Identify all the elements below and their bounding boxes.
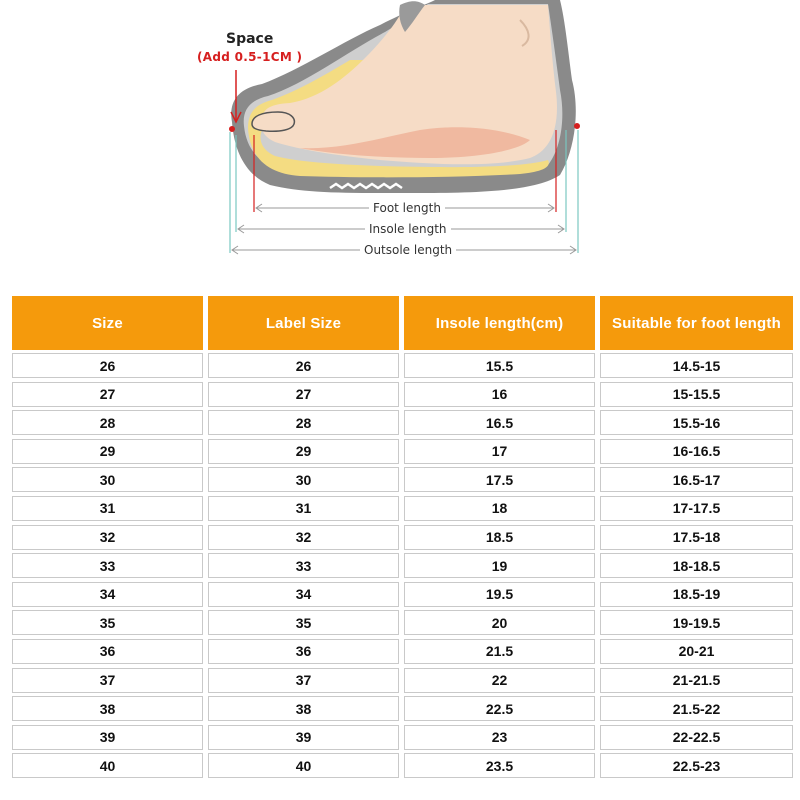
size-cell: 33 bbox=[12, 553, 203, 578]
table-row bbox=[12, 725, 793, 754]
insole-length-label: Insole length bbox=[365, 222, 451, 236]
insole-length-cell: 23.5 bbox=[404, 753, 595, 778]
header-size: Size bbox=[12, 296, 203, 350]
size-cell: 35 bbox=[12, 610, 203, 635]
label-size-cell: 31 bbox=[208, 496, 399, 521]
header-foot-length: Suitable for foot length bbox=[600, 296, 793, 350]
foot-measurement-diagram bbox=[0, 0, 800, 285]
size-cell: 39 bbox=[12, 725, 203, 750]
table-row bbox=[12, 553, 793, 582]
foot-length-cell: 17.5-18 bbox=[600, 525, 793, 550]
header-insole-length: Insole length(cm) bbox=[404, 296, 595, 350]
table-row bbox=[12, 610, 793, 639]
table-body bbox=[12, 353, 793, 782]
table-row bbox=[12, 639, 793, 668]
foot-length-cell: 22-22.5 bbox=[600, 725, 793, 750]
insole-length-cell: 19 bbox=[404, 553, 595, 578]
size-cell: 34 bbox=[12, 582, 203, 607]
insole-length-cell: 20 bbox=[404, 610, 595, 635]
foot-length-cell: 22.5-23 bbox=[600, 753, 793, 778]
foot-length-cell: 21-21.5 bbox=[600, 668, 793, 693]
foot-length-cell: 21.5-22 bbox=[600, 696, 793, 721]
insole-length-cell: 18.5 bbox=[404, 525, 595, 550]
table-row bbox=[12, 753, 793, 782]
foot-length-cell: 17-17.5 bbox=[600, 496, 793, 521]
size-cell: 28 bbox=[12, 410, 203, 435]
outsole-length-label: Outsole length bbox=[360, 243, 456, 257]
size-cell: 31 bbox=[12, 496, 203, 521]
label-size-cell: 26 bbox=[208, 353, 399, 378]
label-size-cell: 30 bbox=[208, 467, 399, 492]
foot-length-label: Foot length bbox=[369, 201, 445, 215]
label-size-cell: 37 bbox=[208, 668, 399, 693]
table-row bbox=[12, 582, 793, 611]
insole-length-cell: 19.5 bbox=[404, 582, 595, 607]
table-row bbox=[12, 668, 793, 697]
insole-length-cell: 22 bbox=[404, 668, 595, 693]
insole-length-cell: 16 bbox=[404, 382, 595, 407]
size-cell: 40 bbox=[12, 753, 203, 778]
foot-length-cell: 15-15.5 bbox=[600, 382, 793, 407]
label-size-cell: 36 bbox=[208, 639, 399, 664]
insole-length-cell: 18 bbox=[404, 496, 595, 521]
size-chart-table bbox=[12, 296, 793, 782]
header-label-size: Label Size bbox=[208, 296, 399, 350]
size-cell: 30 bbox=[12, 467, 203, 492]
size-cell: 29 bbox=[12, 439, 203, 464]
table-row bbox=[12, 496, 793, 525]
table-row bbox=[12, 353, 793, 382]
table-row bbox=[12, 696, 793, 725]
space-note: (Add 0.5-1CM ) bbox=[197, 50, 303, 64]
foot-length-cell: 14.5-15 bbox=[600, 353, 793, 378]
label-size-cell: 27 bbox=[208, 382, 399, 407]
label-size-cell: 34 bbox=[208, 582, 399, 607]
table-row bbox=[12, 439, 793, 468]
foot-length-cell: 15.5-16 bbox=[600, 410, 793, 435]
size-cell: 37 bbox=[12, 668, 203, 693]
space-title: Space bbox=[226, 31, 274, 47]
size-cell: 38 bbox=[12, 696, 203, 721]
table-header-row bbox=[12, 296, 793, 350]
insole-length-cell: 22.5 bbox=[404, 696, 595, 721]
foot-length-cell: 16.5-17 bbox=[600, 467, 793, 492]
insole-length-cell: 17.5 bbox=[404, 467, 595, 492]
insole-length-cell: 21.5 bbox=[404, 639, 595, 664]
foot-length-cell: 20-21 bbox=[600, 639, 793, 664]
size-cell: 36 bbox=[12, 639, 203, 664]
label-size-cell: 28 bbox=[208, 410, 399, 435]
size-cell: 27 bbox=[12, 382, 203, 407]
foot-length-cell: 16-16.5 bbox=[600, 439, 793, 464]
label-size-cell: 40 bbox=[208, 753, 399, 778]
label-size-cell: 32 bbox=[208, 525, 399, 550]
size-cell: 26 bbox=[12, 353, 203, 378]
table-row bbox=[12, 467, 793, 496]
table-row bbox=[12, 525, 793, 554]
label-size-cell: 29 bbox=[208, 439, 399, 464]
foot-length-cell: 18.5-19 bbox=[600, 582, 793, 607]
insole-length-cell: 16.5 bbox=[404, 410, 595, 435]
label-size-cell: 39 bbox=[208, 725, 399, 750]
label-size-cell: 35 bbox=[208, 610, 399, 635]
insole-length-cell: 17 bbox=[404, 439, 595, 464]
foot-length-cell: 19-19.5 bbox=[600, 610, 793, 635]
label-size-cell: 33 bbox=[208, 553, 399, 578]
foot-length-cell: 18-18.5 bbox=[600, 553, 793, 578]
insole-length-cell: 23 bbox=[404, 725, 595, 750]
table-row bbox=[12, 382, 793, 411]
size-cell: 32 bbox=[12, 525, 203, 550]
table-row bbox=[12, 410, 793, 439]
label-size-cell: 38 bbox=[208, 696, 399, 721]
insole-length-cell: 15.5 bbox=[404, 353, 595, 378]
